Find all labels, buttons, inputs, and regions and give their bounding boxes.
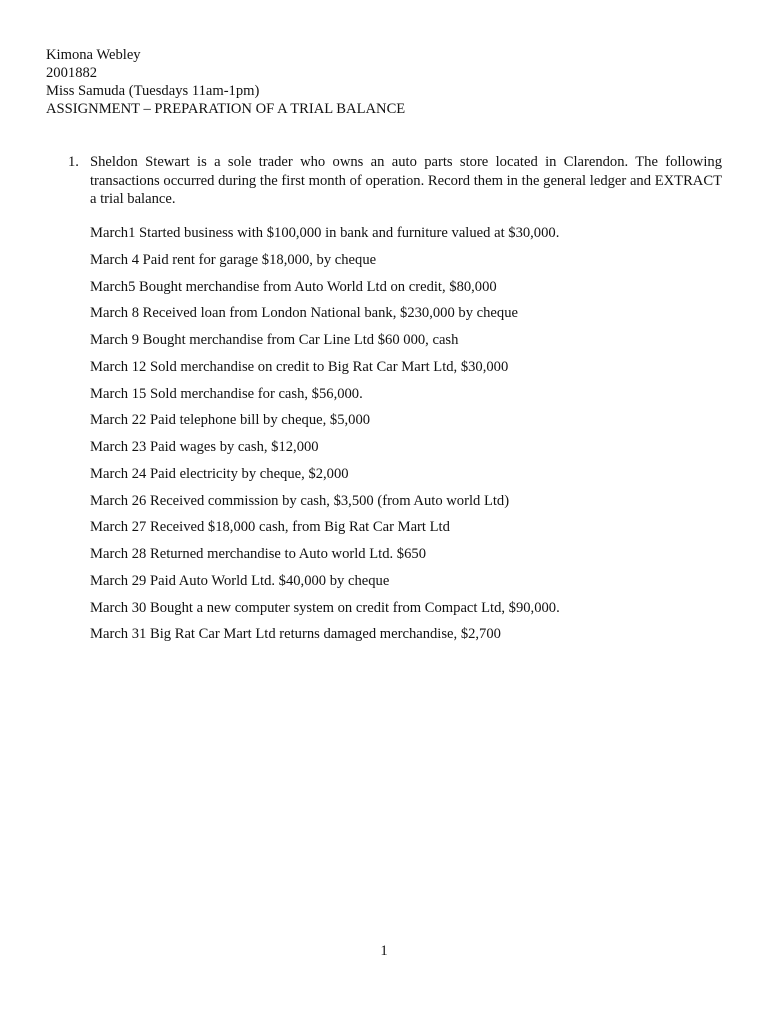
- student-id: 2001882: [46, 65, 98, 81]
- page-number: 1: [380, 943, 388, 959]
- transaction-item: March 22 Paid telephone bill by cheque, $5,000: [90, 412, 371, 429]
- transaction-item: March 26 Received commission by cash, $3,500 (from Auto world Ltd): [90, 492, 510, 509]
- transaction-item: March 9 Bought merchandise from Car Line Ltd $60 000, cash: [90, 332, 459, 348]
- transaction-list: [90, 224, 720, 652]
- transaction-item: March 30 Bought a new computer system on credit from Compact Ltd, $90,000.: [90, 599, 560, 616]
- transaction-item: March 12 Sold merchandise on credit to Big Rat Car Mart Ltd, $30,000: [90, 358, 509, 375]
- transaction-item: March 8 Received loan from London National bank, $230,000 by cheque: [90, 305, 518, 322]
- class-info: Miss Samuda (Tuesdays 11am-1pm): [46, 83, 260, 99]
- question-block: [68, 153, 722, 209]
- assignment-title: ASSIGNMENT – PREPARATION OF A TRIAL BALANCE: [46, 101, 406, 117]
- student-name: Kimona Webley: [46, 47, 141, 63]
- document-header: [46, 46, 405, 118]
- transaction-item: March 24 Paid electricity by cheque, $2,000: [90, 465, 349, 482]
- transaction-item: March1 Started business with $100,000 in bank and furniture valued at $30,000.: [90, 225, 560, 241]
- question-text: Sheldon Stewart is a sole trader who owns an auto parts store located in Clarendon. The following transactions occurred during the first month of operation. Record them in the general ledger and EXTRACT a trial balance.: [90, 154, 722, 207]
- transaction-item: March5 Bought merchandise from Auto World Ltd on credit, $80,000: [90, 278, 497, 295]
- transaction-item: March 23 Paid wages by cash, $12,000: [90, 439, 319, 455]
- transaction-item: March 27 Received $18,000 cash, from Big Rat Car Mart Ltd: [90, 519, 450, 536]
- question-number: 1.: [68, 154, 79, 170]
- transaction-item: March 28 Returned merchandise to Auto world Ltd. $650: [90, 546, 426, 562]
- transaction-item: March 29 Paid Auto World Ltd. $40,000 by cheque: [90, 572, 390, 589]
- transaction-item: March 4 Paid rent for garage $18,000, by cheque: [90, 251, 377, 268]
- transaction-item: March 31 Big Rat Car Mart Ltd returns damaged merchandise, $2,700: [90, 626, 501, 643]
- transaction-item: March 15 Sold merchandise for cash, $56,000.: [90, 385, 363, 402]
